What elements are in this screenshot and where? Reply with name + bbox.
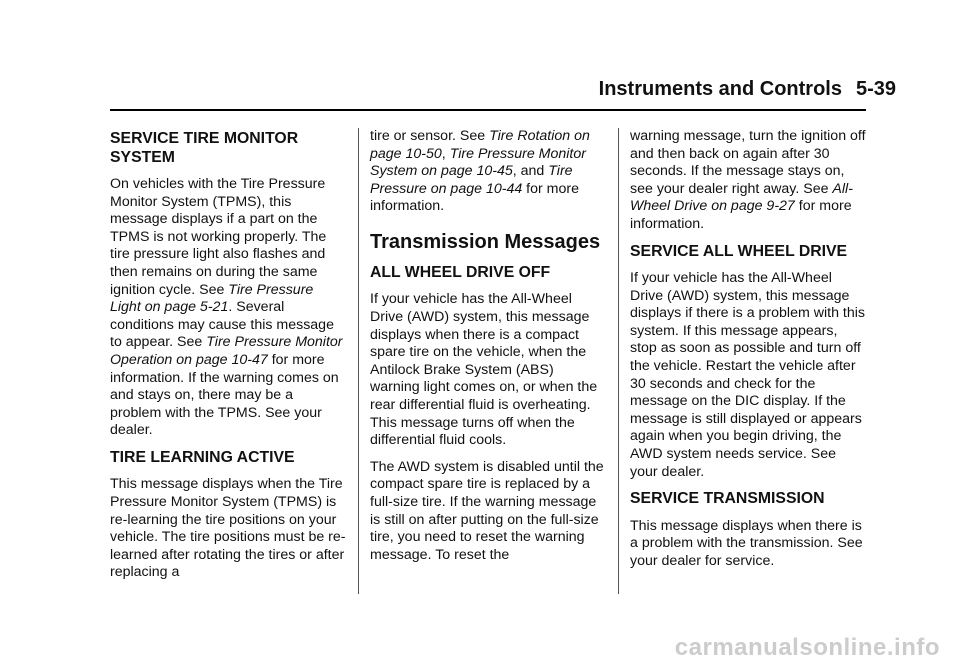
page-header [0, 78, 960, 106]
text: . Several conditions may cause this message to appear. See [110, 299, 334, 351]
link-all-wheel-drive[interactable]: All-Wheel Drive on page 9-27 [630, 180, 853, 215]
paragraph-reset [630, 128, 866, 234]
column-3 [630, 128, 866, 579]
paragraph-tire-learning: This message displays when the Tire Pressure Monitor System (TPMS) is re-learning the tire positions on your vehicle. The tire positions must be re-learned after rotating the tires or after replacing a [110, 476, 346, 581]
link-tire-pressure[interactable]: Tire Pressure on page 10-44 [370, 163, 573, 197]
heading-service-transmission: SERVICE TRANSMISSION [630, 490, 825, 508]
text: for more information. [370, 180, 579, 215]
column-2 [370, 128, 606, 573]
column-divider-1 [358, 128, 359, 594]
watermark: carmanualsonline.info [674, 634, 940, 661]
paragraph-service-transmission: This message displays when there is a problem with the transmission. See your dealer for service. [630, 517, 863, 569]
link-tire-rotation[interactable]: Tire Rotation on page 10-50 [370, 128, 590, 162]
paragraph-awd-disabled: The AWD system is disabled until the compact spare tire is replaced by a full-size tire. If the warning message is still on after putting on the full-size tire, you need to reset the warning message. To reset the [370, 458, 604, 563]
heading-service-tire-monitor: SERVICE TIRE MONITOR SYSTEM [110, 130, 299, 166]
text: warning message, turn the ignition off and then back on again after 30 seconds. If the message stays on, see your dealer right away. See [630, 128, 866, 197]
text: for more information. [630, 198, 852, 232]
heading-all-wheel-drive-off: ALL WHEEL DRIVE OFF [370, 263, 551, 281]
link-tire-pressure-light[interactable]: Tire Pressure Light on page 5-21 [110, 281, 314, 316]
heading-service-all-wheel-drive: SERVICE ALL WHEEL DRIVE [630, 242, 848, 260]
paragraph-awd-off: If your vehicle has the All-Wheel Drive (AWD) system, this message displays when there is a compact spare tire on the vehicle, when the Antilock Brake System (ABS) warning light comes on, or when the rear differential fluid is overheating. This message turns off when the differential fluid cools. [370, 291, 598, 449]
column-divider-2 [618, 128, 619, 594]
paragraph-continued [370, 128, 606, 216]
link-tpms[interactable]: Tire Pressure Monitor System on page 10-45 [370, 145, 586, 180]
text: , [441, 145, 450, 162]
header-rule [110, 109, 866, 111]
text: for more information. If the warning comes on and stays on, there may be a problem with the TPMS. See your dealer. [110, 351, 339, 439]
link-tpms-operation[interactable]: Tire Pressure Monitor Operation on page 10-47 [110, 334, 343, 368]
paragraph-tpms [110, 176, 346, 440]
text: On vehicles with the Tire Pressure Monitor System (TPMS), this message displays if a part on the TPMS is not working properly. The tire pressure light also flashes and then remains on during the same ignition cycle. See [110, 176, 327, 298]
section-transmission-messages: Transmission Messages [370, 230, 601, 253]
paragraph-service-awd: If your vehicle has the All-Wheel Drive (AWD) system, this message displays if there is a problem with this system. If this message appears, stop as soon as possible and turn off the vehicle. Restart the vehicle after 30 seconds and check for the message on the DIC display. If the message is still displayed or appears again when you begin driving, the AWD system needs service. See your dealer. [630, 270, 865, 480]
page-number: 5-39 [855, 78, 896, 100]
heading-tire-learning-active: TIRE LEARNING ACTIVE [110, 448, 295, 466]
text: , and [512, 163, 549, 180]
column-1 [110, 128, 346, 591]
text: tire or sensor. See [370, 128, 490, 144]
chapter-title: Instruments and Controls [598, 78, 842, 100]
